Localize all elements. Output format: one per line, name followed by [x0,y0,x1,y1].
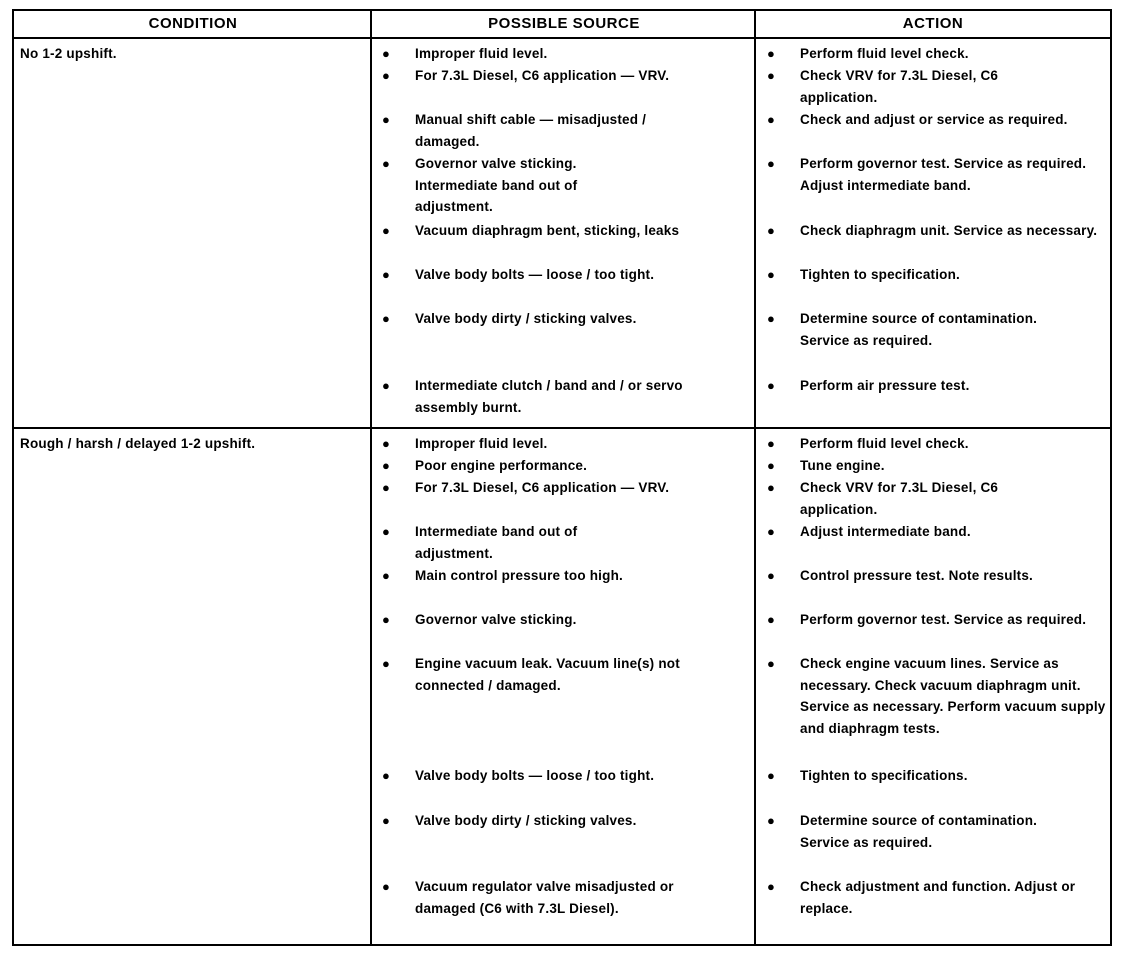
source-item: ● Manual shift cable — misadjusted / damaged. [382,109,672,152]
source-item: ● Valve body bolts — loose / too tight. [382,264,692,286]
bullet-icon: ● [382,524,391,539]
bullet-icon: ● [382,156,391,171]
source-item: ● Poor engine performance. [382,455,727,477]
bullet-icon: ● [767,378,776,393]
bullet-icon: ● [382,311,391,326]
bullet-icon: ● [767,612,776,627]
table-row-no-upshift [14,39,1110,427]
action-item: ● Check VRV for 7.3L Diesel, C6 application. [767,477,1077,520]
action-item: ● Check and adjust or service as required. [767,109,1077,131]
source-item: ● Improper fluid level. [382,43,727,65]
condition-cell: No 1-2 upshift. [20,46,117,61]
source-item: ● For 7.3L Diesel, C6 application — VRV. [382,65,702,87]
bullet-icon: ● [382,378,391,393]
header-condition: CONDITION [148,15,238,32]
bullet-icon: ● [382,46,391,61]
source-item: ● Valve body bolts — loose / too tight. [382,765,692,787]
bullet-icon: ● [382,656,391,671]
action-item: ● Perform governor test. Service as required. [767,609,1107,631]
action-item: ● Perform fluid level check. [767,433,1112,455]
action-item: ● Tune engine. [767,455,1112,477]
bullet-icon: ● [767,768,776,783]
bullet-icon: ● [767,436,776,451]
action-item: ● Determine source of contamination. Service as required. [767,308,1057,351]
table-header-row [14,11,1110,39]
bullet-icon: ● [767,311,776,326]
source-item: ● Valve body dirty / sticking valves. [382,308,727,330]
bullet-icon: ● [382,267,391,282]
bullet-icon: ● [382,768,391,783]
header-possible-source: POSSIBLE SOURCE [488,15,640,32]
bullet-icon: ● [382,458,391,473]
bullet-icon: ● [767,480,776,495]
bullet-icon: ● [767,223,776,238]
source-item: ● Valve body dirty / sticking valves. [382,810,727,832]
bullet-icon: ● [382,480,391,495]
action-item: ● Perform governor test. Service as required. Adjust intermediate band. [767,153,1107,196]
troubleshooting-table [12,9,1112,946]
bullet-icon: ● [767,458,776,473]
action-item: ● Control pressure test. Note results. [767,565,1077,587]
bullet-icon: ● [767,156,776,171]
bullet-icon: ● [382,879,391,894]
source-item: ● Main control pressure too high. [382,565,727,587]
bullet-icon: ● [382,612,391,627]
action-item: ● Perform fluid level check. [767,43,1112,65]
source-item: ● Improper fluid level. [382,433,727,455]
source-item: ● Intermediate clutch / band and / or servo assembly burnt. [382,375,712,418]
action-item: ● Adjust intermediate band. [767,521,1112,543]
source-item: ● Engine vacuum leak. Vacuum line(s) not connected / damaged. [382,653,712,696]
source-item: ● Intermediate band out of adjustment. [382,521,652,564]
bullet-icon: ● [767,568,776,583]
bullet-icon: ● [767,112,776,127]
action-item: ● Perform air pressure test. [767,375,1112,397]
bullet-icon: ● [382,813,391,828]
bullet-icon: ● [767,68,776,83]
condition-cell: Rough / harsh / delayed 1-2 upshift. [20,436,256,451]
source-item: ● Governor valve sticking. [382,609,727,631]
bullet-icon: ● [767,813,776,828]
bullet-icon: ● [767,524,776,539]
bullet-icon: ● [382,112,391,127]
bullet-icon: ● [382,223,391,238]
action-item: ● Check VRV for 7.3L Diesel, C6 application. [767,65,1077,108]
bullet-icon: ● [767,46,776,61]
source-item: ● Vacuum diaphragm bent, sticking, leaks [382,220,722,242]
bullet-icon: ● [382,568,391,583]
action-item: ● Tighten to specifications. [767,765,1112,787]
source-item: ● For 7.3L Diesel, C6 application — VRV. [382,477,702,499]
table-row-rough-upshift [14,429,1110,944]
action-item: ● Tighten to specification. [767,264,1112,286]
bullet-icon: ● [382,436,391,451]
bullet-icon: ● [767,267,776,282]
source-item: ● Governor valve sticking. Intermediate band out of adjustment. [382,153,652,218]
bullet-icon: ● [767,879,776,894]
action-item: ● Check adjustment and function. Adjust or replace. [767,876,1097,919]
action-item: ● Check diaphragm unit. Service as necessary. [767,220,1107,242]
action-item: ● Check engine vacuum lines. Service as necessary. Check vacuum diaphragm unit. Service as necessary. Perform vacuum supply and diaphragm tests. [767,653,1112,740]
bullet-icon: ● [382,68,391,83]
action-item: ● Determine source of contamination. Service as required. [767,810,1057,853]
source-item: ● Vacuum regulator valve misadjusted or damaged (C6 with 7.3L Diesel). [382,876,712,919]
bullet-icon: ● [767,656,776,671]
header-action: ACTION [902,15,964,32]
